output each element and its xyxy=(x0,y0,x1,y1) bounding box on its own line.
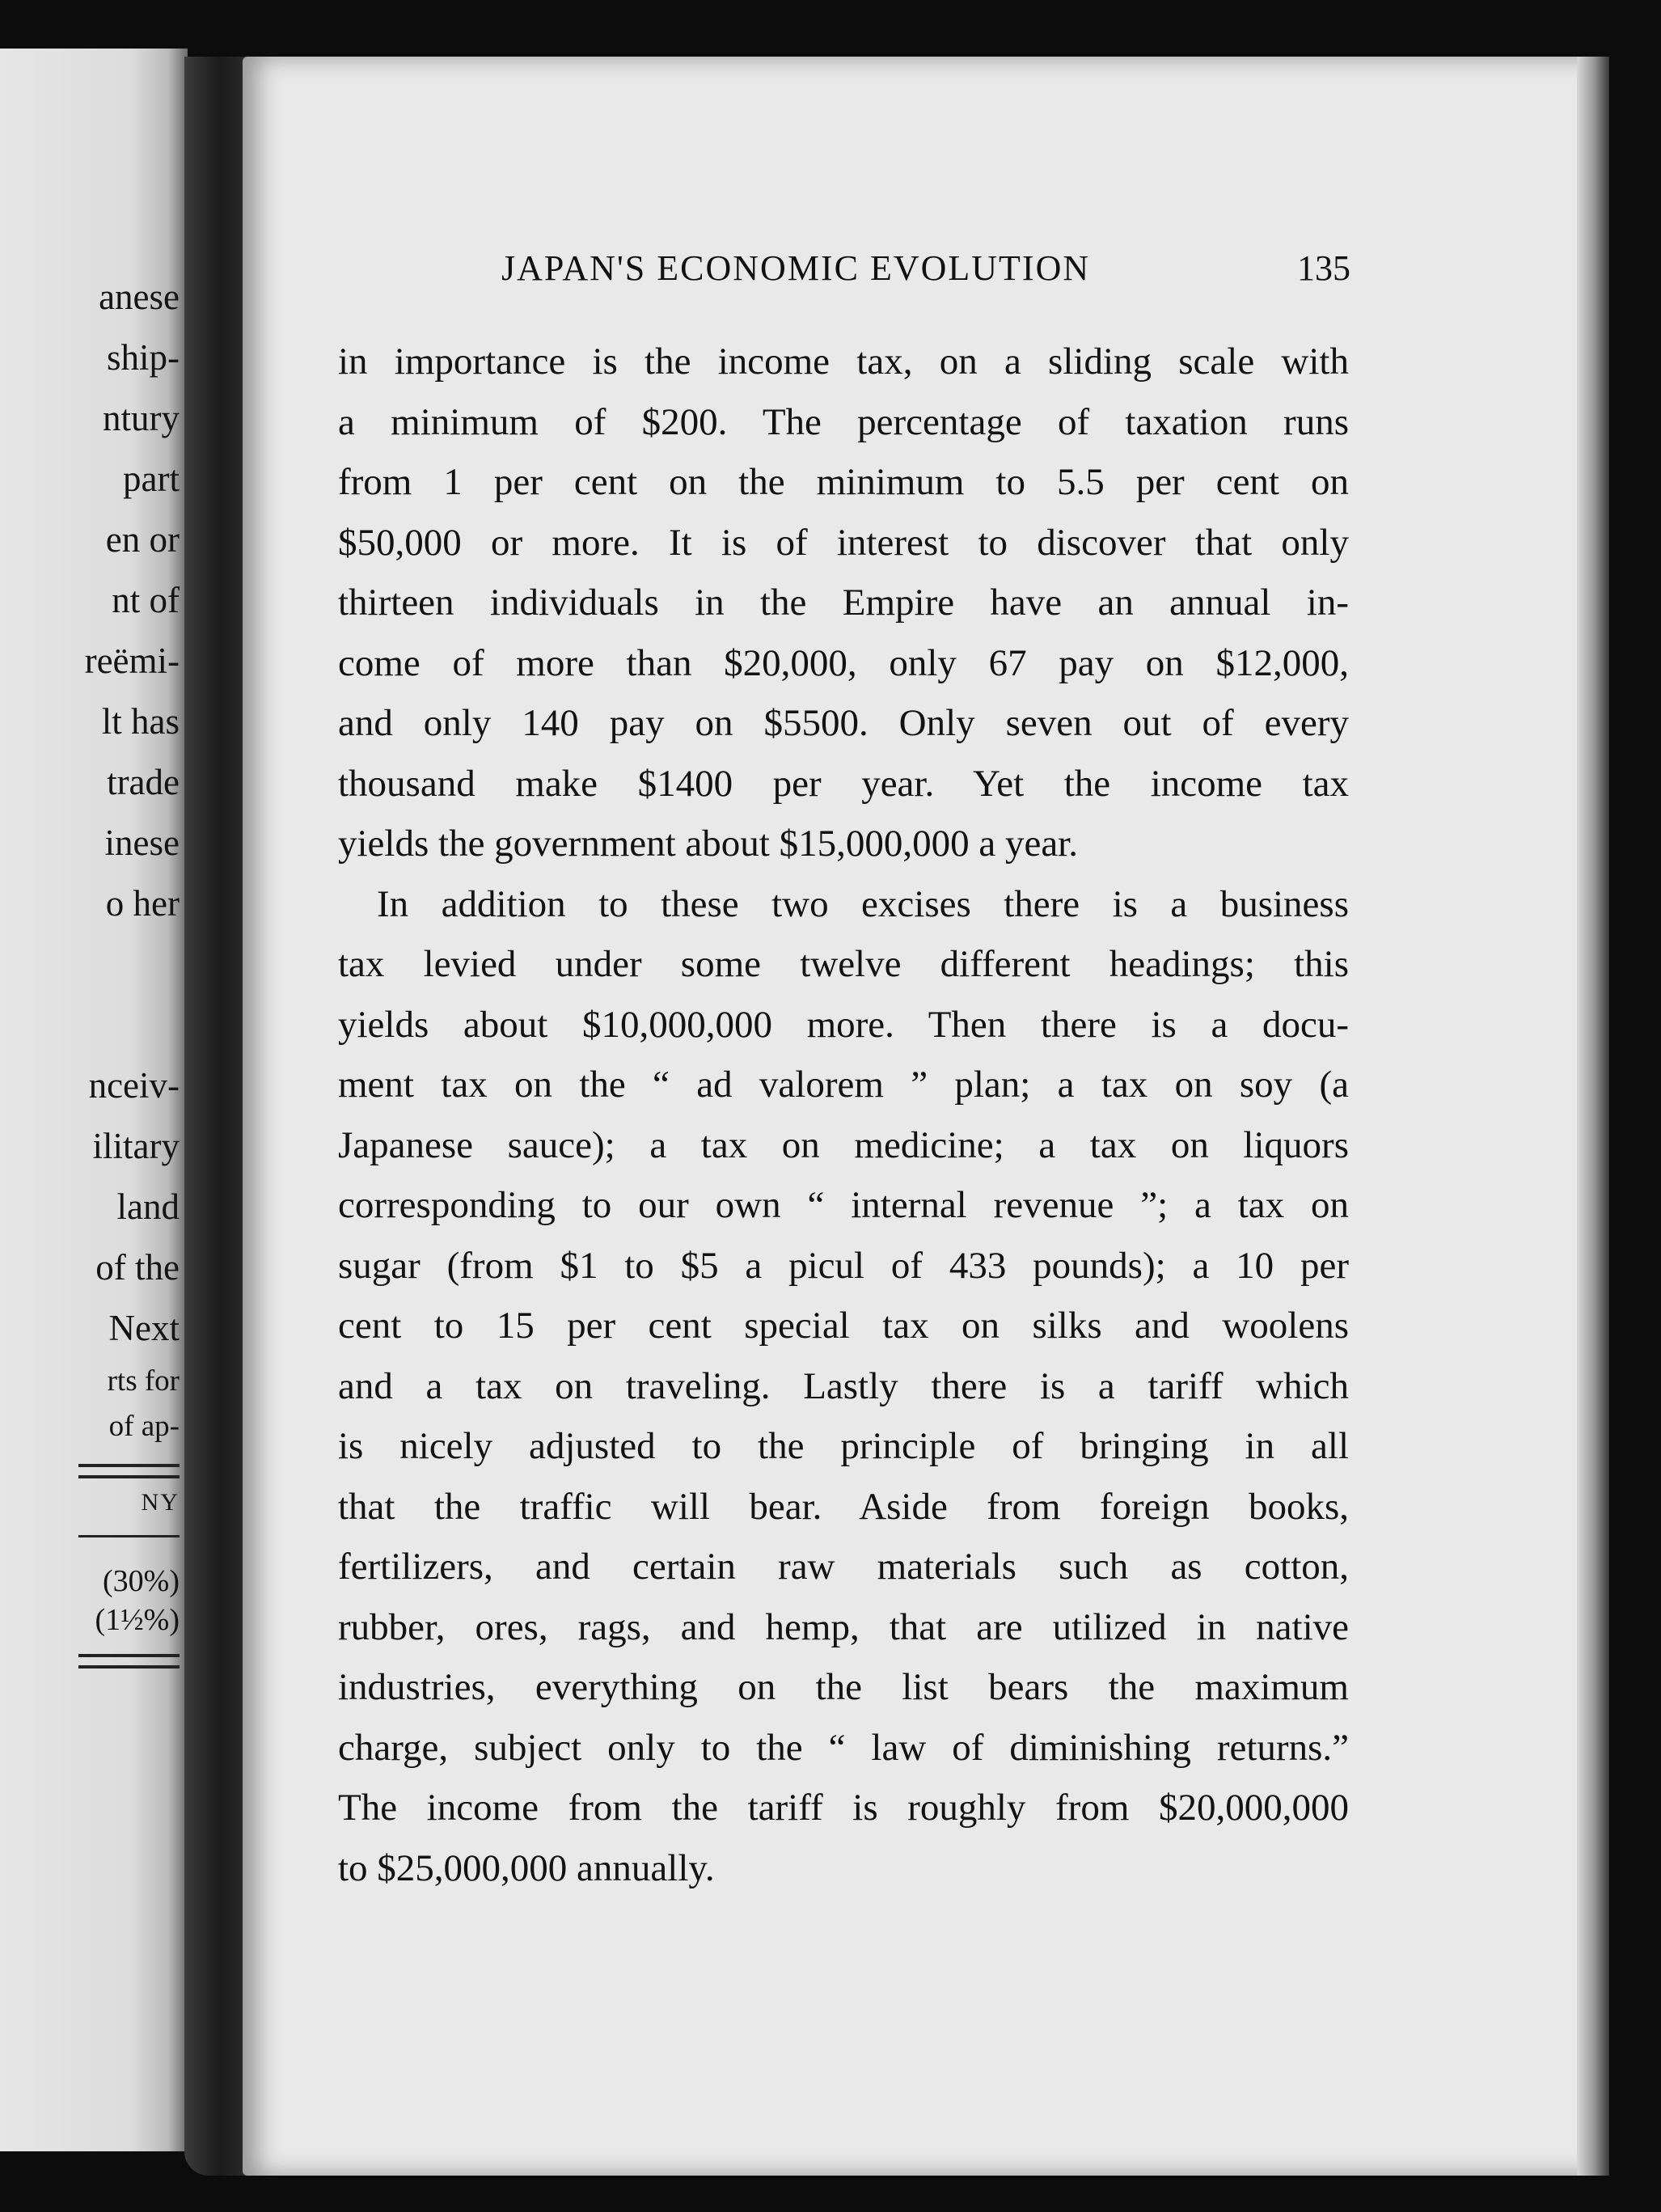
previous-page-line: of the xyxy=(95,1247,180,1288)
text-line: and a tax on traveling. Lastly there is a tariff which xyxy=(338,1364,1349,1407)
text-line: that the traffic will bear. Aside from foreign books, xyxy=(338,1485,1349,1528)
running-head xyxy=(501,247,1350,304)
text-line: come of more than $20,000, only 67 pay on $12,000, xyxy=(338,641,1349,684)
text-line: $50,000 or more. It is of interest to discover that only xyxy=(338,521,1349,564)
running-title: JAPAN'S ECONOMIC EVOLUTION xyxy=(501,248,1091,288)
table-rule-top xyxy=(78,1464,180,1478)
table-header: NY xyxy=(141,1489,180,1516)
text-line: thirteen individuals in the Empire have an annual in- xyxy=(338,582,1349,624)
text-line: corresponding to our own “ internal revenue ”; a tax on xyxy=(338,1184,1349,1226)
previous-page-line: inese xyxy=(104,823,180,863)
previous-page-footnote-line: rts for xyxy=(107,1364,180,1398)
previous-page-line: ship- xyxy=(107,337,180,378)
paragraph xyxy=(338,332,1349,874)
previous-page-line: trade xyxy=(107,762,180,802)
text-line: charge, subject only to the “ law of diminishing returns.” xyxy=(338,1726,1349,1769)
previous-page-line: land xyxy=(116,1186,180,1227)
text-line: to $25,000,000 annually. xyxy=(338,1846,715,1889)
section-gap xyxy=(0,934,180,1055)
text-line: fertilizers, and certain raw materials such as cotton, xyxy=(338,1546,1349,1588)
previous-page-line: en or xyxy=(105,519,180,560)
text-line: sugar (from $1 to $5 a picul of 433 pounds); a 10 per xyxy=(338,1244,1349,1287)
text-line: and only 140 pay on $5500. Only seven out of every xyxy=(338,702,1349,744)
text-line: yields about $10,000,000 more. Then there is a docu- xyxy=(338,1003,1349,1046)
text-line: thousand make $1400 per year. Yet the income tax xyxy=(338,762,1349,805)
previous-page-line: nt of xyxy=(112,580,180,620)
table-cell: (1½%) xyxy=(95,1603,180,1637)
text-line: from 1 per cent on the minimum to 5.5 per cent on xyxy=(338,461,1349,503)
previous-page-line: part xyxy=(123,459,180,499)
text-line: yields the government about $15,000,000 a year. xyxy=(338,823,1078,865)
text-line: ment tax on the “ ad valorem ” plan; a tax on soy (a xyxy=(338,1064,1349,1106)
text-line: a minimum of $200. The percentage of taxation runs xyxy=(338,400,1349,443)
previous-page-line: Next xyxy=(108,1308,180,1348)
previous-page-footnote-line: of ap- xyxy=(108,1410,180,1443)
previous-page-text xyxy=(0,267,180,1669)
previous-page-line: ntury xyxy=(103,398,180,438)
paragraph xyxy=(338,874,1349,1899)
text-line: The income from the tariff is roughly from $20,000,000 xyxy=(338,1787,1349,1829)
previous-page-line: lt has xyxy=(101,701,180,742)
body-text xyxy=(338,332,1349,1898)
text-line: cent to 15 per cent special tax on silks and woolens xyxy=(338,1305,1349,1347)
previous-page-line: reëmi- xyxy=(84,641,180,681)
text-line: in importance is the income tax, on a sliding scale with xyxy=(338,340,1349,383)
previous-page-line: o her xyxy=(105,883,180,924)
text-line: rubber, ores, rags, and hemp, that are utilized in native xyxy=(338,1605,1349,1648)
text-line: In addition to these two excises there is a business xyxy=(377,882,1349,925)
page-edge xyxy=(1577,57,1609,2176)
table-cell: (30%) xyxy=(103,1564,180,1598)
text-line: Japanese sauce); a tax on medicine; a tax on liquors xyxy=(338,1123,1349,1166)
table-gap xyxy=(0,1537,180,1562)
previous-page-line: nceiv- xyxy=(88,1065,180,1106)
previous-page-line: anese xyxy=(99,277,180,317)
text-line: tax levied under some twelve different headings; this xyxy=(338,943,1349,985)
page-number: 135 xyxy=(1297,248,1350,288)
text-line: industries, everything on the list bears the maximum xyxy=(338,1666,1349,1708)
previous-page-line: ilitary xyxy=(92,1126,180,1166)
table-rule-bottom xyxy=(78,1654,180,1669)
text-line: is nicely adjusted to the principle of bringing in all xyxy=(338,1425,1349,1467)
